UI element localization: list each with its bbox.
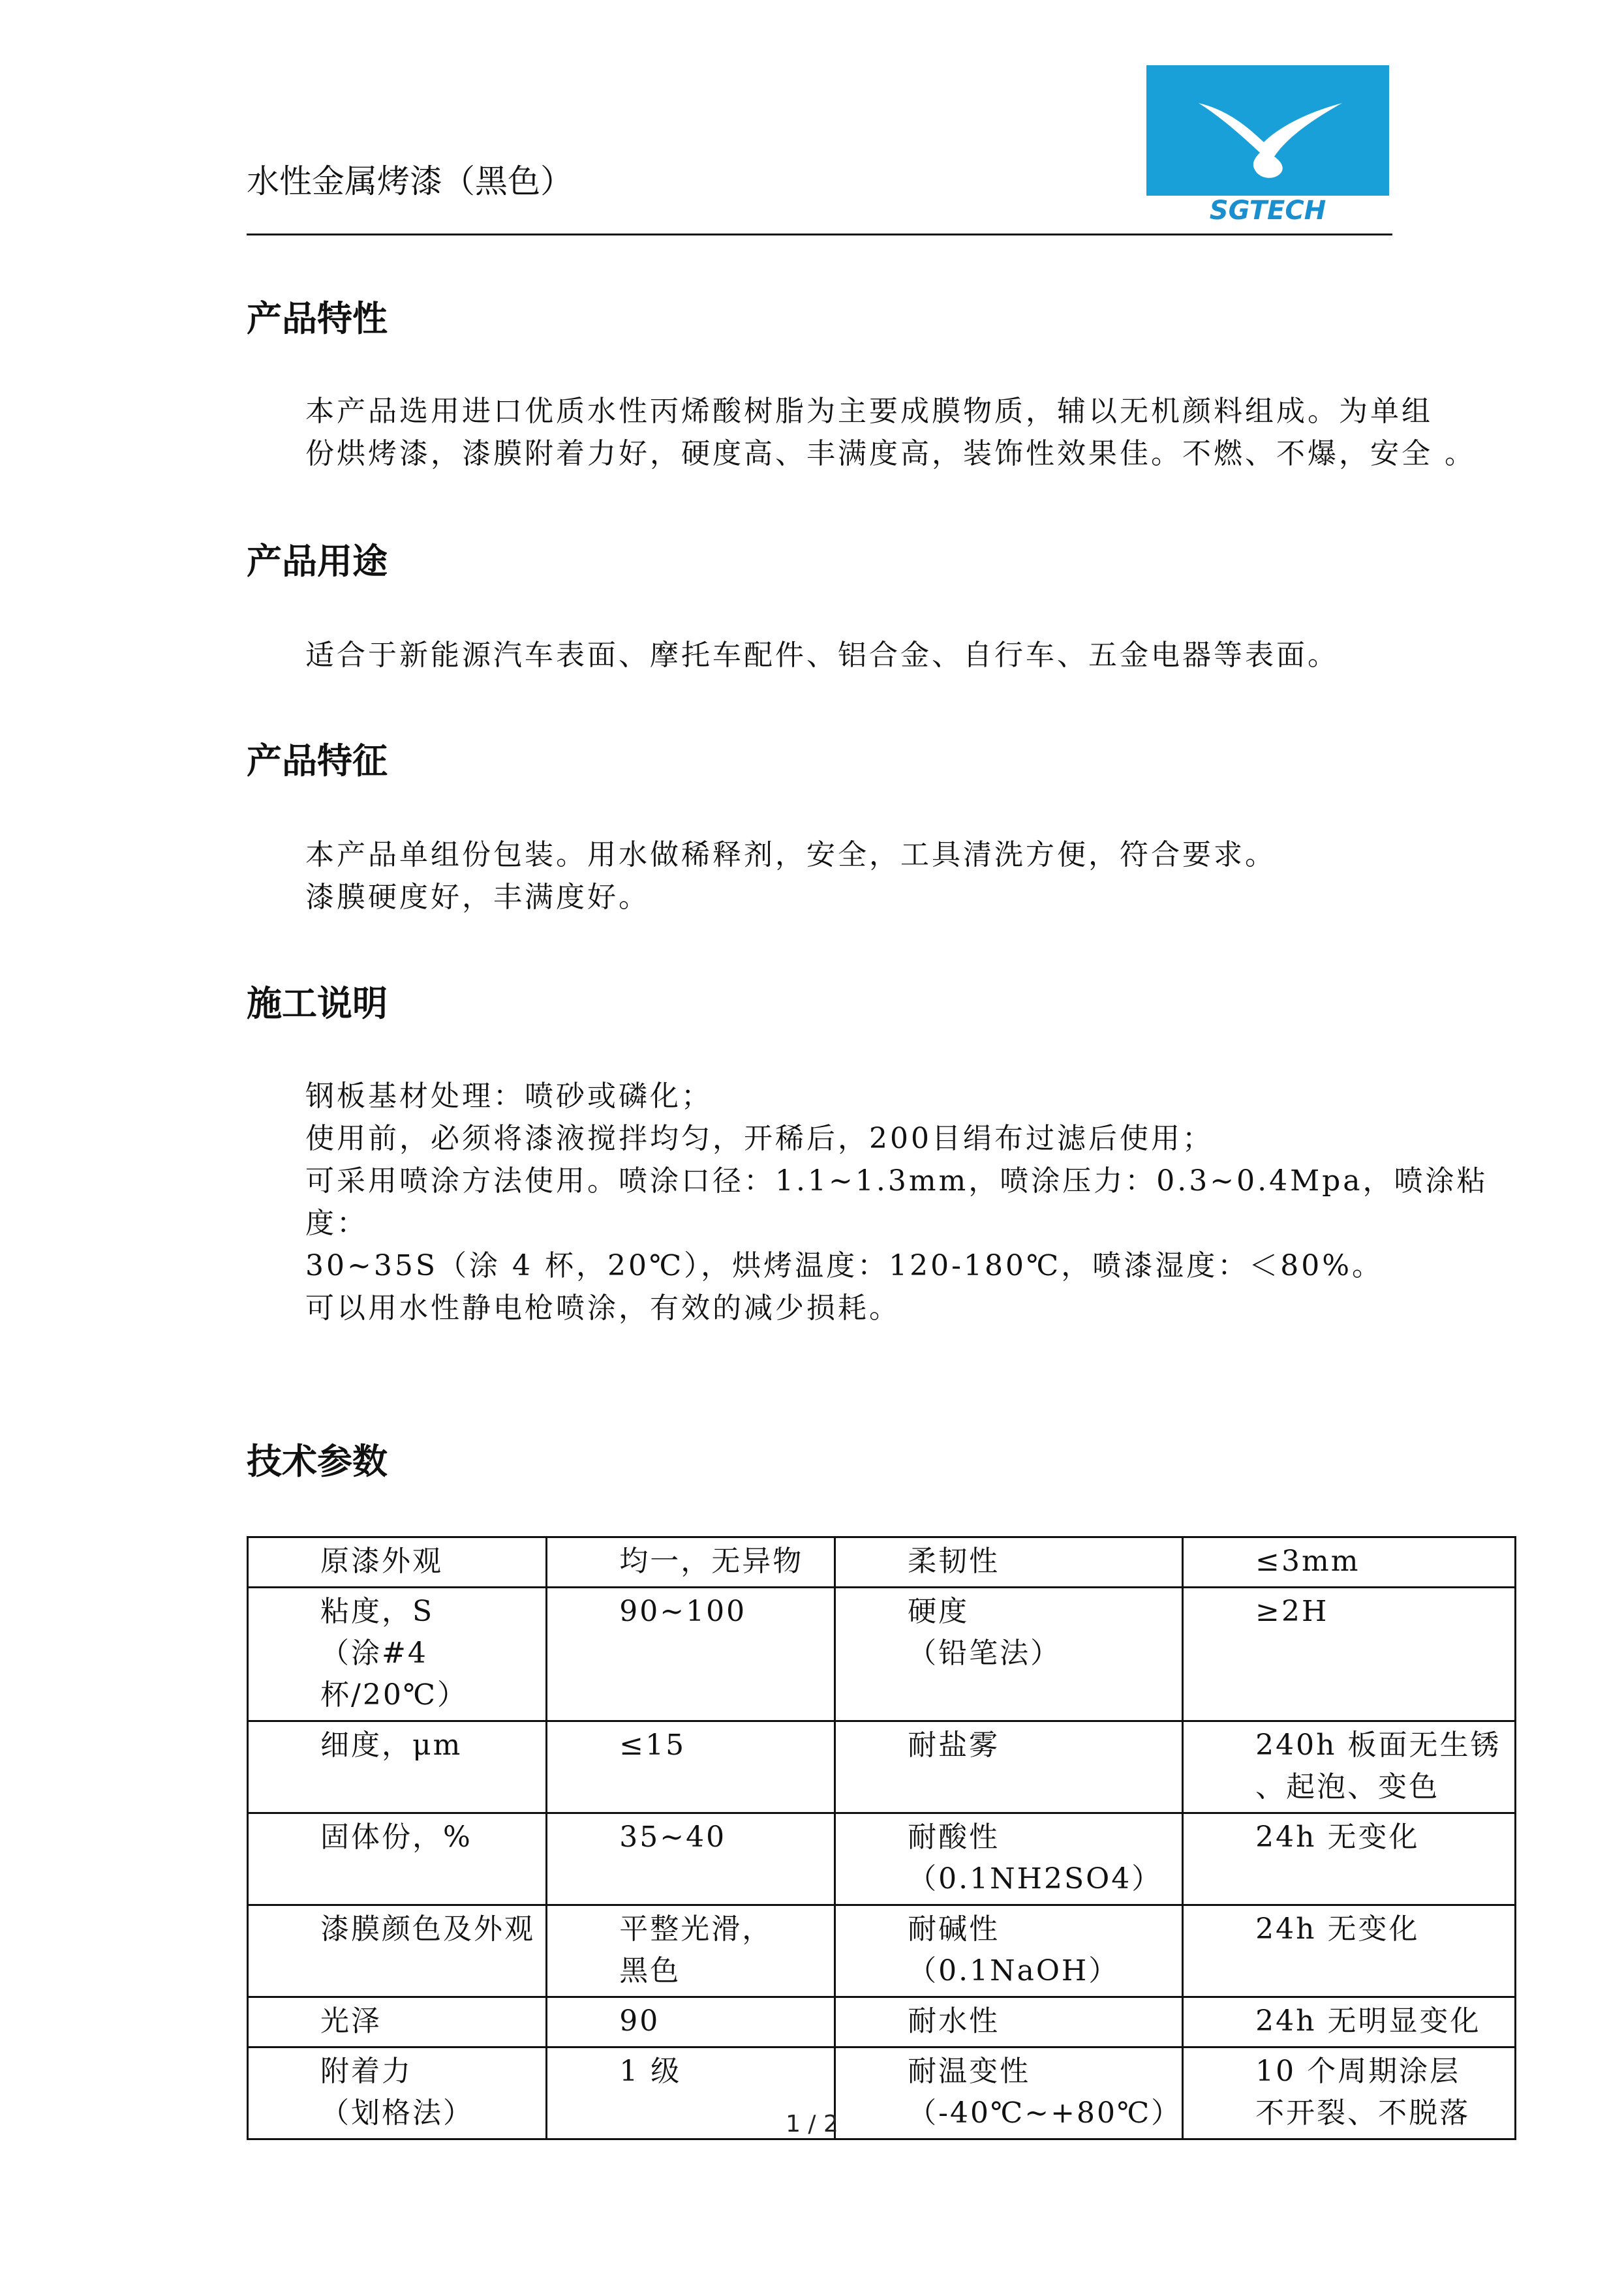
table-cell-text: 粘度，S [320,1595,435,1628]
construction-line-2: 使用前，必须将漆液搅拌均匀，开稀后，200目绢布过滤后使用； [305,1122,1214,1155]
table-cell-text: 240h 板面无生锈 [1255,1729,1501,1762]
table-cell-text: 、起泡、变色 [1255,1770,1440,1804]
table-cell-text: 不开裂、不脱落 [1255,2096,1471,2130]
table-cell [248,1905,547,1997]
table-cell-text: 柔韧性 [908,1545,1000,1578]
features-line-2: 份烘烤漆，漆膜附着力好，硬度高、丰满度高，装饰性效果佳。不燃、不爆，安全 。 [305,437,1476,470]
table-cell-text: （0.1NaOH） [908,1954,1120,1987]
table-cell [835,1588,1183,1721]
section-technical [247,1434,1539,1484]
table-cell [547,1588,835,1721]
table-cell-text: 1 级 [619,2055,682,2088]
table-cell-text: 平整光滑， [619,1912,773,1946]
table-cell-text: 耐盐雾 [908,1729,1000,1762]
table-cell [1183,1905,1516,1997]
table-cell-text: 原漆外观 [320,1545,443,1578]
section-features [247,291,1539,341]
table-cell [1183,1813,1516,1905]
features-line-1: 本产品选用进口优质水性丙烯酸树脂为主要成膜物质，辅以无机颜料组成。为单组 [305,395,1433,428]
table-cell [1183,1588,1516,1721]
table-row [248,1537,1516,1588]
table-cell-text: 耐碱性 [908,1912,1000,1946]
logo-text: SGTECH [1209,196,1326,226]
construction-line-4: 30~35S（涂 4 杯，20℃），烘烤温度：120-180℃，喷漆湿度：＜80%。 [305,1249,1384,1282]
table-cell [248,1588,547,1721]
table-cell-text: （涂#4 杯/20℃） [320,1637,468,1712]
table-cell-text: 附着力 [320,2055,412,2088]
table-cell [547,1905,835,1997]
table-cell-text: 黑色 [619,1954,681,1987]
table-row [248,1721,1516,1813]
construction-text [305,1075,1532,1329]
table-cell [547,1537,835,1588]
table-cell [835,1721,1183,1813]
table-cell [835,1537,1183,1588]
page-number: 1 / 2 [786,2111,838,2137]
table-cell [248,1537,547,1588]
table-cell [1183,1537,1516,1588]
characteristics-line-1: 本产品单组份包装。用水做稀释剂，安全，工具清洗方便，符合要求。 [305,838,1276,871]
table-cell-text: 24h 无变化 [1255,1820,1420,1854]
table-cell [1183,1721,1516,1813]
characteristics-line-2: 漆膜硬度好，丰满度好。 [305,881,650,914]
table-cell [248,1813,547,1905]
table-cell-text: ≤15 [619,1729,686,1762]
table-cell-text: 耐温变性 [908,2055,1031,2088]
table-cell-text: 90~100 [619,1595,747,1628]
table-cell-text: （划格法） [320,2096,474,2130]
technical-parameters-table [247,1536,1516,2140]
table-cell-text: 固体份，% [320,1820,472,1854]
table-cell-text: 均一，无异物 [619,1545,804,1578]
table-cell-text: 耐酸性 [908,1820,1000,1854]
document-title: 水性金属烤漆（黑色） [247,162,573,200]
table-cell [547,1997,835,2047]
table-cell-text: 35~40 [619,1820,727,1854]
section-construction [247,976,1539,1026]
table-cell-text: ≥2H [1255,1595,1329,1628]
table-cell-text: 24h 无变化 [1255,1912,1420,1946]
table-cell-text: 24h 无明显变化 [1255,2004,1481,2038]
company-logo [1146,65,1389,226]
table-cell-text: 10 个周期涂层 [1255,2055,1461,2088]
table-cell-text: 硬度 [908,1595,970,1628]
table-cell [1183,1997,1516,2047]
table-cell [248,1997,547,2047]
construction-line-1: 钢板基材处理：喷砂或磷化； [305,1080,712,1113]
section-title-features: 产品特性 [247,298,388,339]
header-divider [247,234,1392,235]
section-title-uses: 产品用途 [247,541,388,582]
section-title-characteristics: 产品特征 [247,740,388,781]
construction-line-3: 可采用喷涂方法使用。喷涂口径：1.1~1.3mm，喷涂压力：0.3~0.4Mpa，喷涂粘度： [305,1164,1488,1240]
uses-text [305,634,1532,676]
table-cell-text: 90 [619,2004,660,2038]
table-cell [835,1813,1183,1905]
table-row [248,1813,1516,1905]
table-row [248,1588,1516,1721]
table-cell-text: （0.1NH2SO4） [908,1862,1163,1896]
section-title-technical: 技术参数 [247,1441,388,1482]
table-cell-text: （铅笔法） [908,1637,1062,1670]
table-cell-text: （-40℃~+80℃） [908,2096,1182,2130]
table-cell-text: ≤3mm [1255,1545,1360,1578]
table-cell [547,1813,835,1905]
uses-line-1: 适合于新能源汽车表面、摩托车配件、铝合金、自行车、五金电器等表面。 [305,639,1339,672]
table-cell [835,1905,1183,1997]
table-cell [547,1721,835,1813]
table-cell-text: 光泽 [320,2004,382,2038]
table-row [248,1997,1516,2047]
features-text [305,390,1532,475]
table-cell-text: 漆膜颜色及外观 [320,1912,535,1946]
table-cell-text: 细度，μm [320,1729,463,1762]
table-cell [835,1997,1183,2047]
table-cell [248,1721,547,1813]
section-title-construction: 施工说明 [247,983,388,1024]
characteristics-text [305,834,1532,918]
section-uses [247,534,1539,584]
table-row [248,1905,1516,1997]
construction-line-5: 可以用水性静电枪喷涂，有效的减少损耗。 [305,1292,900,1325]
seagull-icon [1146,65,1389,226]
section-characteristics [247,733,1539,783]
table-cell-text: 耐水性 [908,2004,1000,2038]
